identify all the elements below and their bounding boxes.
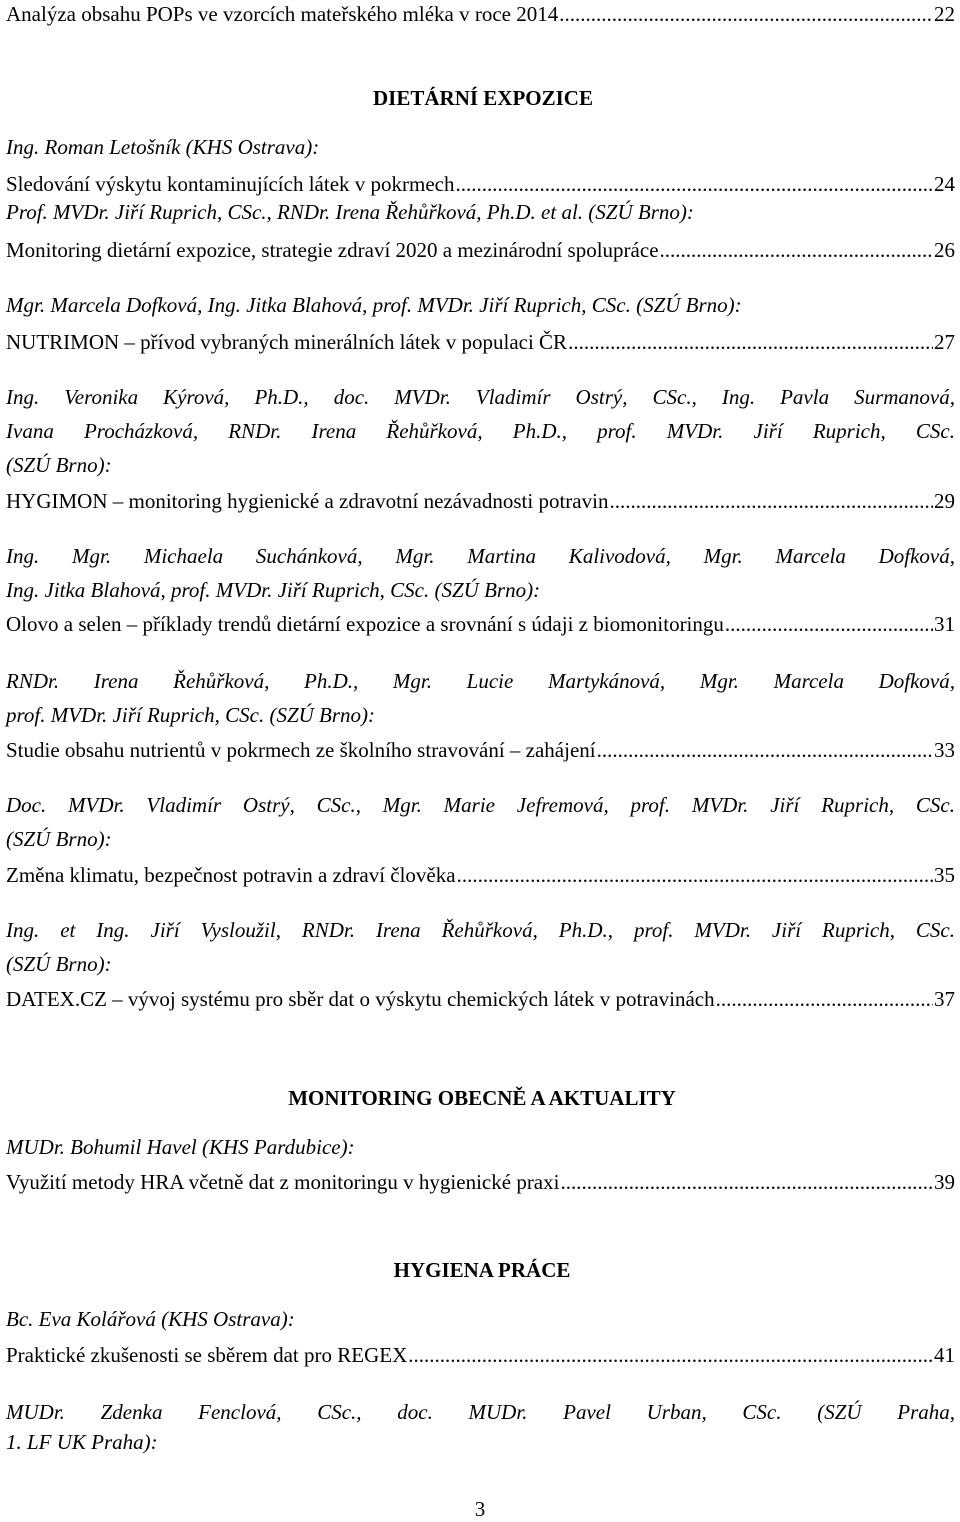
- toc-entry-authors: Bc. Eva Kolářová (KHS Ostrava):: [6, 1307, 295, 1331]
- toc-entry-authors: Prof. MVDr. Jiří Ruprich, CSc., RNDr. Irena Řehůřková, Ph.D. et al. (SZÚ Brno):: [6, 200, 694, 224]
- toc-leader-dots: [560, 1170, 933, 1195]
- toc-entry[interactable]: [6, 612, 955, 637]
- toc-entry-title: Olovo a selen – příklady trendů dietární expozice a srovnání s údaji z biomonitoringu: [6, 612, 724, 636]
- toc-entry-authors: Mgr. Marcela Dofková, Ing. Jitka Blahová, prof. MVDr. Jiří Ruprich, CSc. (SZÚ Brno):: [6, 293, 742, 317]
- toc-entry-authors: Doc. MVDr. Vladimír Ostrý, CSc., Mgr. Marie Jefremová, prof. MVDr. Jiří Ruprich, CSc.: [6, 793, 955, 817]
- toc-entry[interactable]: [6, 489, 955, 514]
- toc-page-number: 22: [934, 2, 955, 26]
- toc-page-number: 39: [934, 1170, 955, 1194]
- toc-leader-dots: [716, 987, 933, 1012]
- toc-entry[interactable]: [6, 987, 955, 1012]
- toc-entry[interactable]: [6, 172, 955, 197]
- toc-entry-authors: Ing. Mgr. Michaela Suchánková, Mgr. Martina Kalivodová, Mgr. Marcela Dofková,: [6, 544, 955, 568]
- toc-entry[interactable]: [6, 738, 955, 763]
- toc-entry[interactable]: [6, 2, 955, 27]
- toc-entry-authors: (SZÚ Brno):: [6, 453, 112, 477]
- toc-entry-authors: MUDr. Zdenka Fenclová, CSc., doc. MUDr. Pavel Urban, CSc. (SZÚ Praha,: [6, 1400, 955, 1424]
- toc-leader-dots: [597, 738, 933, 763]
- toc-entry-title: Analýza obsahu POPs ve vzorcích mateřského mléka v roce 2014: [6, 2, 559, 26]
- toc-entry-title: Monitoring dietární expozice, strategie zdraví 2020 a mezinárodní spolupráce: [6, 238, 659, 262]
- toc-leader-dots: [660, 238, 933, 263]
- toc-entry-title: HYGIMON – monitoring hygienické a zdravotní nezávadnosti potravin: [6, 489, 609, 513]
- toc-leader-dots: [457, 863, 933, 888]
- toc-leader-dots: [456, 172, 934, 197]
- toc-page-number: 26: [934, 238, 955, 262]
- toc-entry-title: Praktické zkušenosti se sběrem dat pro REGEX: [6, 1343, 408, 1367]
- toc-entry[interactable]: [6, 238, 955, 263]
- toc-entry[interactable]: [6, 1170, 955, 1195]
- toc-leader-dots: [408, 1343, 933, 1368]
- section-heading: HYGIENA PRÁCE: [393, 1258, 571, 1282]
- toc-entry-title: Změna klimatu, bezpečnost potravin a zdraví člověka: [6, 863, 456, 887]
- toc-page-number: 35: [934, 863, 955, 887]
- toc-entry-authors: Ing. Jitka Blahová, prof. MVDr. Jiří Ruprich, CSc. (SZÚ Brno):: [6, 578, 541, 602]
- toc-entry-authors: (SZÚ Brno):: [6, 952, 112, 976]
- toc-page-number: 27: [934, 330, 955, 354]
- toc-entry-title: Sledování výskytu kontaminujících látek v pokrmech: [6, 172, 455, 196]
- section-heading: DIETÁRNÍ EXPOZICE: [373, 86, 593, 110]
- toc-page-number: 37: [934, 987, 955, 1011]
- toc-entry-title: Studie obsahu nutrientů v pokrmech ze školního stravování – zahájení: [6, 738, 596, 762]
- toc-entry-authors: prof. MVDr. Jiří Ruprich, CSc. (SZÚ Brno):: [6, 703, 376, 727]
- toc-leader-dots: [568, 330, 933, 355]
- toc-entry-authors: MUDr. Bohumil Havel (KHS Pardubice):: [6, 1135, 355, 1159]
- document-page: [6, 0, 955, 1515]
- toc-leader-dots: [725, 612, 933, 637]
- toc-entry[interactable]: [6, 863, 955, 888]
- toc-entry[interactable]: [6, 330, 955, 355]
- toc-entry-authors: Ing. et Ing. Jiří Vysloužil, RNDr. Irena Řehůřková, Ph.D., prof. MVDr. Jiří Ruprich, CSc.: [6, 918, 955, 942]
- toc-entry-authors: 1. LF UK Praha):: [6, 1430, 158, 1454]
- toc-page-number: 29: [934, 489, 955, 513]
- toc-page-number: 33: [934, 738, 955, 762]
- toc-entry-authors: Ivana Procházková, RNDr. Irena Řehůřková, Ph.D., prof. MVDr. Jiří Ruprich, CSc.: [6, 419, 955, 443]
- toc-entry-authors: Ing. Roman Letošník (KHS Ostrava):: [6, 135, 320, 159]
- toc-entry-title: DATEX.CZ – vývoj systému pro sběr dat o výskytu chemických látek v potravinách: [6, 987, 715, 1011]
- toc-leader-dots: [559, 2, 933, 27]
- toc-entry-authors: (SZÚ Brno):: [6, 827, 112, 851]
- toc-entry[interactable]: [6, 1343, 955, 1368]
- toc-page-number: 31: [934, 612, 955, 636]
- section-heading: MONITORING OBECNĚ A AKTUALITY: [288, 1086, 676, 1110]
- toc-entry-authors: RNDr. Irena Řehůřková, Ph.D., Mgr. Lucie Martykánová, Mgr. Marcela Dofková,: [6, 669, 955, 693]
- toc-entry-title: NUTRIMON – přívod vybraných minerálních látek v populaci ČR: [6, 330, 568, 354]
- toc-entry-authors: Ing. Veronika Kýrová, Ph.D., doc. MVDr. Vladimír Ostrý, CSc., Ing. Pavla Surmanová,: [6, 385, 955, 409]
- page-number: 3: [474, 1497, 486, 1521]
- toc-page-number: 41: [934, 1343, 955, 1367]
- toc-page-number: 24: [934, 172, 955, 196]
- toc-leader-dots: [609, 489, 933, 514]
- toc-entry-title: Využití metody HRA včetně dat z monitoringu v hygienické praxi: [6, 1170, 560, 1194]
